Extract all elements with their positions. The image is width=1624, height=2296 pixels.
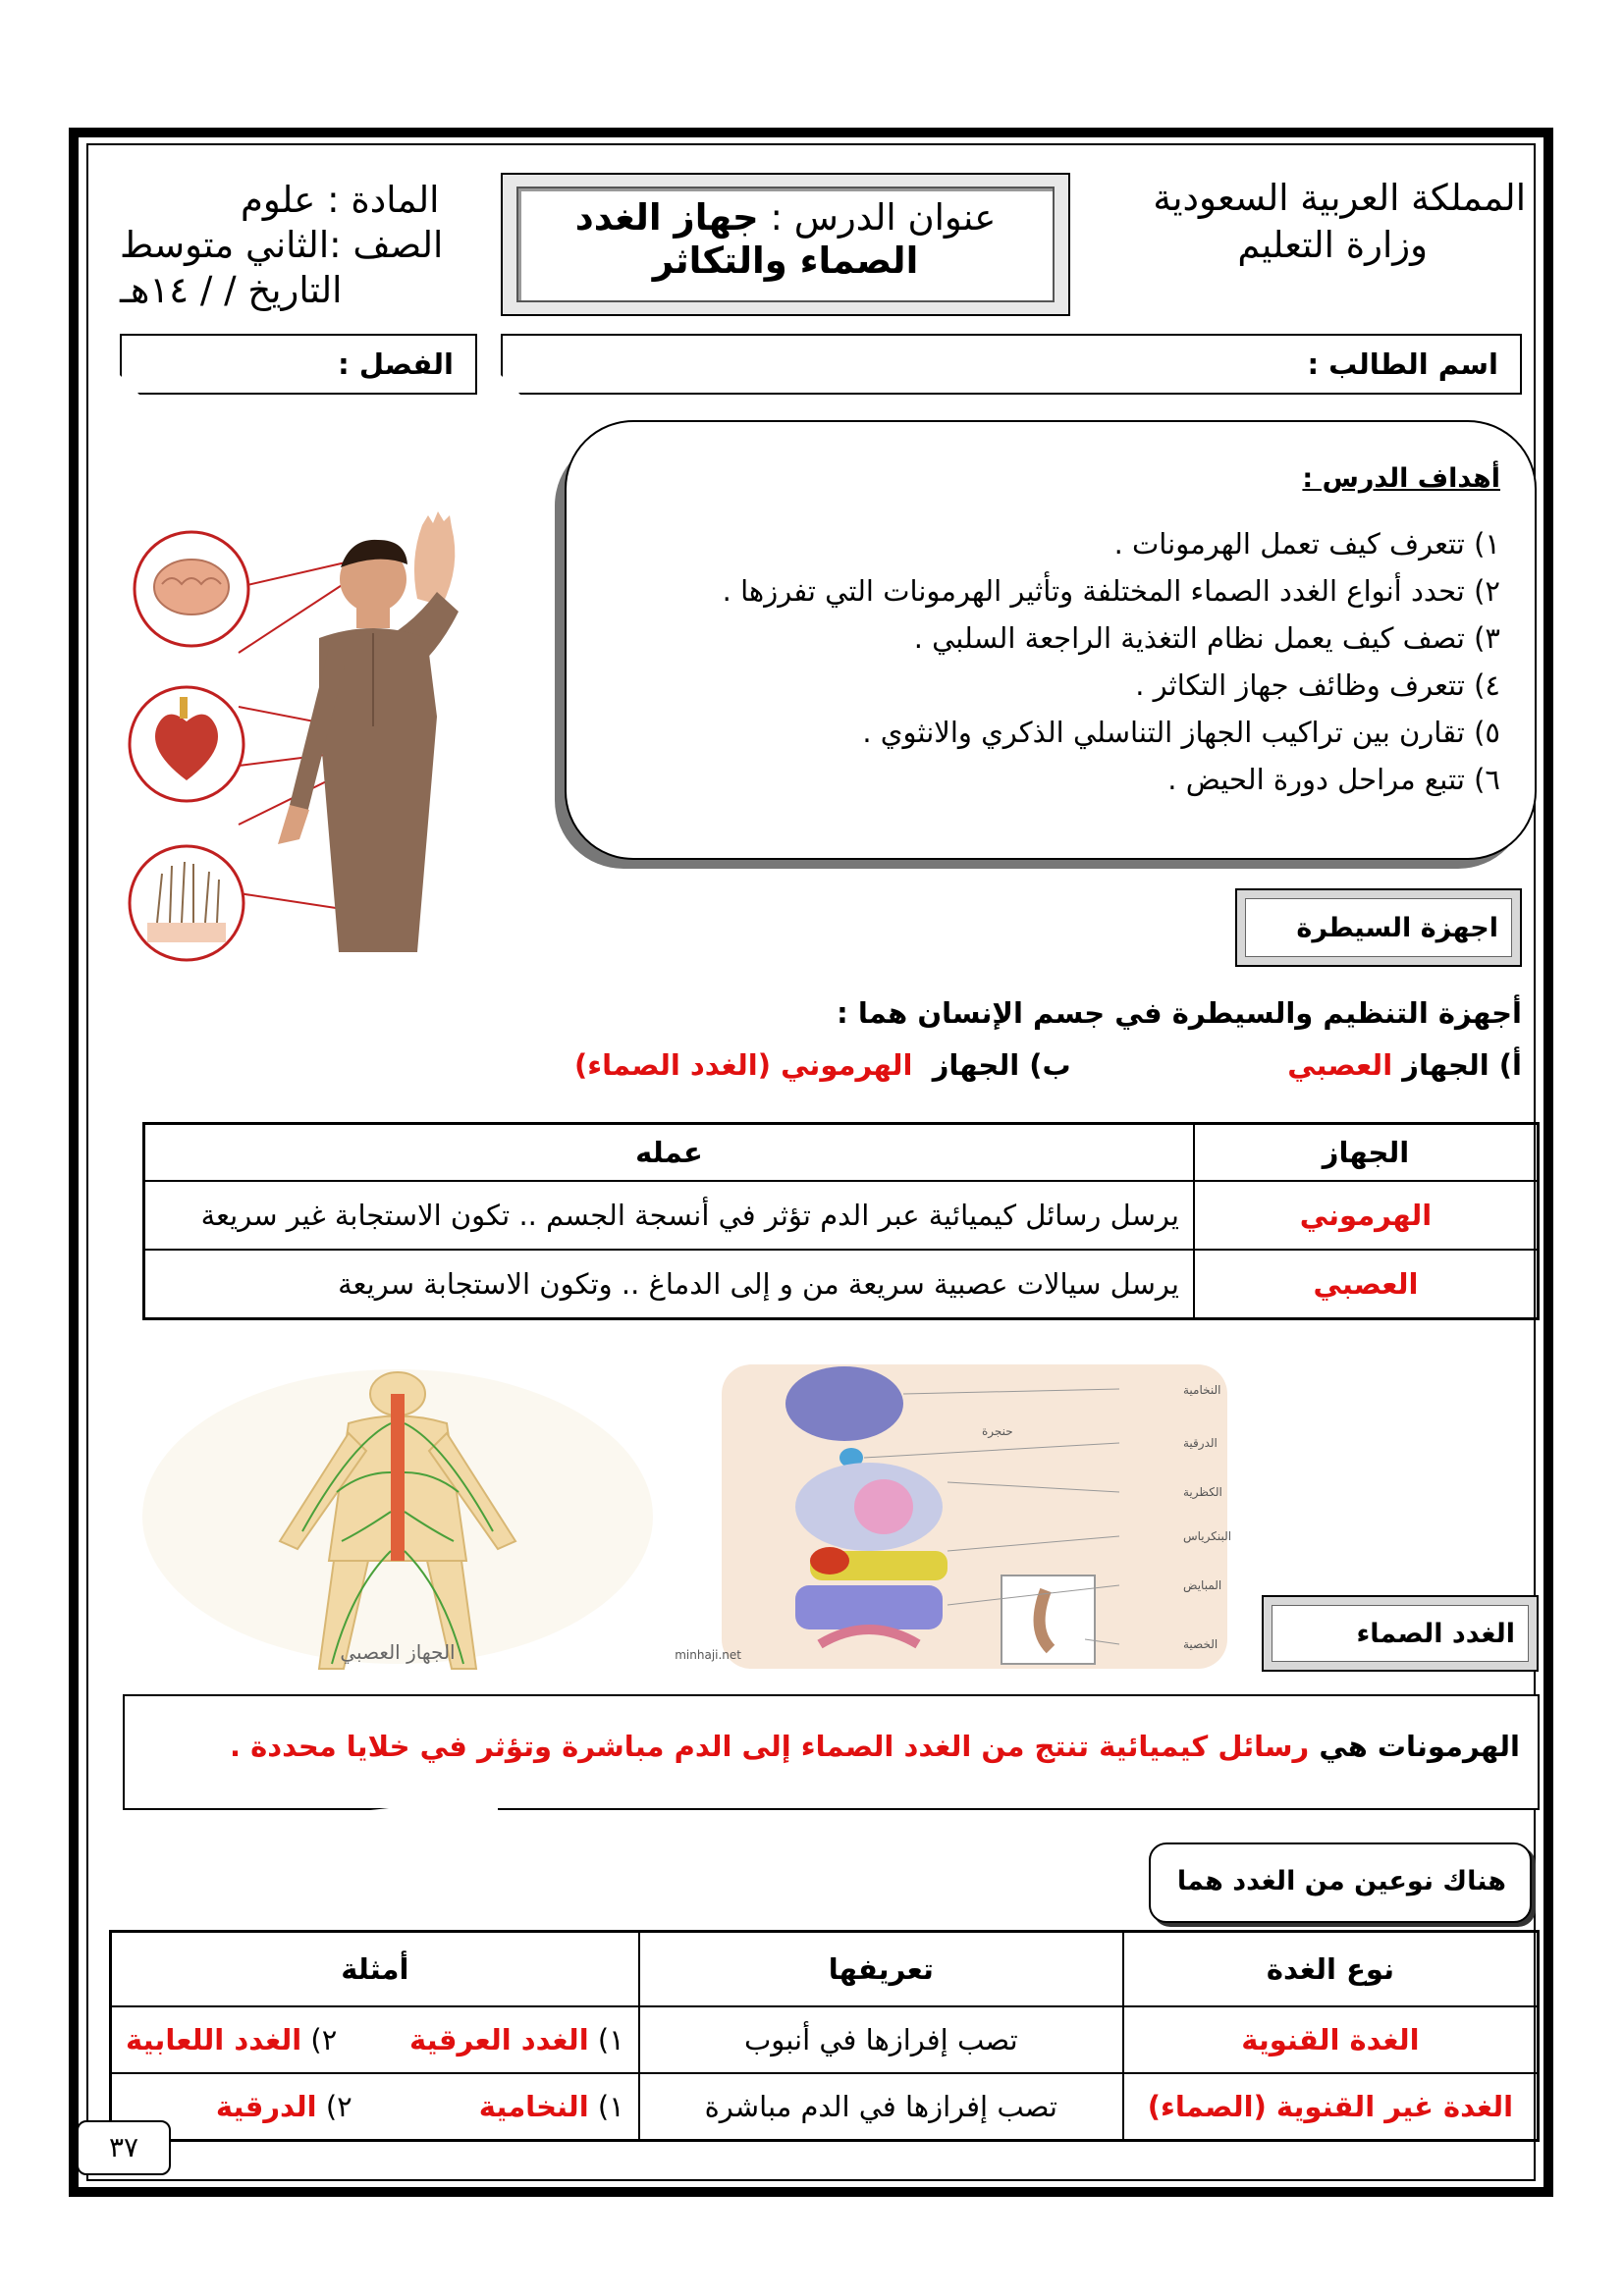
ministry-name: وزارة التعليم (1237, 224, 1428, 266)
page-number: ٣٧ (77, 2120, 171, 2175)
svg-text:النخامية: النخامية (1183, 1383, 1221, 1397)
svg-text:المبايض: المبايض (1183, 1578, 1222, 1592)
svg-text:البنكرياس: البنكرياس (1183, 1529, 1232, 1543)
svg-text:حنجرة: حنجرة (982, 1424, 1013, 1438)
skin-hair-icon (130, 846, 244, 960)
lesson-title: عنوان الدرس : جهاز الغدد الصماء والتكاثر (574, 196, 997, 282)
system-b: ب) الجهاز الهرموني (الغدد الصماء) (574, 1048, 1071, 1082)
objective-item: ٥) تقارن بين تراكيب الجهاز التناسلي الذكري والانثوي . (862, 716, 1500, 749)
endocrine-heading: الغدد الصماء (1262, 1595, 1539, 1672)
endocrine-system-figure (675, 1364, 1232, 1669)
lesson-title-box (501, 173, 1070, 316)
objective-item: ١) تتعرف كيف تعمل الهرمونات . (1113, 527, 1500, 561)
table-header: عمله (144, 1124, 1195, 1182)
hormone-definition: الهرمونات هي رسائل كيميائية تنتج من الغدد الصماء إلى الدم مباشرة وتؤثر في خلايا محددة . (229, 1730, 1520, 1763)
system-a: أ) الجهاز العصبي (1287, 1048, 1522, 1082)
class-field[interactable] (120, 334, 477, 395)
objectives-title: أهداف الدرس : (1302, 463, 1500, 494)
table-row: الغدة غير القنوية (الصماء) تصب إفرازها في الدم مباشرة ١) النخامية ٢) الدرقية (111, 2073, 1539, 2141)
boy-organs-illustration (123, 501, 525, 1006)
control-systems-intro: أجهزة التنظيم والسيطرة في جسم الإنسان هما : (837, 996, 1522, 1030)
gland-types-heading: هناك نوعين من الغدد هما (1149, 1842, 1532, 1923)
objective-item: ٣) تصف كيف يعمل نظام التغذية الراجعة السلبي . (913, 621, 1500, 655)
table-row: الغدة القنوية تصب إفرازها في أنبوب ١) الغدد العرقية ٢) الغدد اللعابية (111, 2006, 1539, 2073)
svg-text:الكظرية: الكظرية (1183, 1485, 1222, 1499)
table-row: الهرموني يرسل رسائل كيميائية عبر الدم تؤثر في أنسجة الجسم .. تكون الاستجابة غير سريعة (144, 1181, 1539, 1250)
nervous-caption: الجهاز العصبي (340, 1640, 456, 1664)
boy-figure (278, 511, 459, 952)
kingdom-name: المملكة العربية السعودية (1153, 177, 1526, 219)
table-header: أمثلة (111, 1932, 639, 2007)
objectives-box (565, 420, 1537, 860)
svg-text:الدرقية: الدرقية (1183, 1436, 1218, 1450)
figure-source: minhaji.net (675, 1648, 741, 1662)
systems-table (142, 1122, 1540, 1320)
control-systems-heading: اجهزة السيطرة (1235, 888, 1522, 967)
svg-text:الخصية: الخصية (1183, 1637, 1218, 1651)
objective-item: ٦) تتبع مراحل دورة الحيض . (1167, 763, 1500, 796)
student-name-label: اسم الطالب : (1307, 347, 1498, 381)
table-header: نوع الغدة (1123, 1932, 1539, 2007)
grade-label: الصف :الثاني متوسط (120, 224, 444, 266)
objective-item: ٢) تحدد أنواع الغدد الصماء المختلفة وتأثير الهرمونات التي تفرزها . (722, 574, 1500, 608)
date-label: التاريخ / / ١٤هـ (120, 269, 343, 311)
subject-label: المادة : علوم (241, 179, 440, 221)
gland-types-table (109, 1930, 1540, 2142)
objective-item: ٤) تتعرف وظائف جهاز التكاثر . (1135, 668, 1500, 702)
student-name-field[interactable] (501, 334, 1522, 395)
table-header: تعريفها (639, 1932, 1123, 2007)
table-row: العصبي يرسل سيالات عصبية سريعة من و إلى الدماغ .. وتكون الاستجابة سريعة (144, 1250, 1539, 1319)
hormone-definition-box (123, 1694, 1540, 1810)
nervous-system-figure (137, 1364, 658, 1669)
table-header: الجهاز (1194, 1124, 1539, 1182)
class-label: الفصل : (338, 347, 454, 381)
